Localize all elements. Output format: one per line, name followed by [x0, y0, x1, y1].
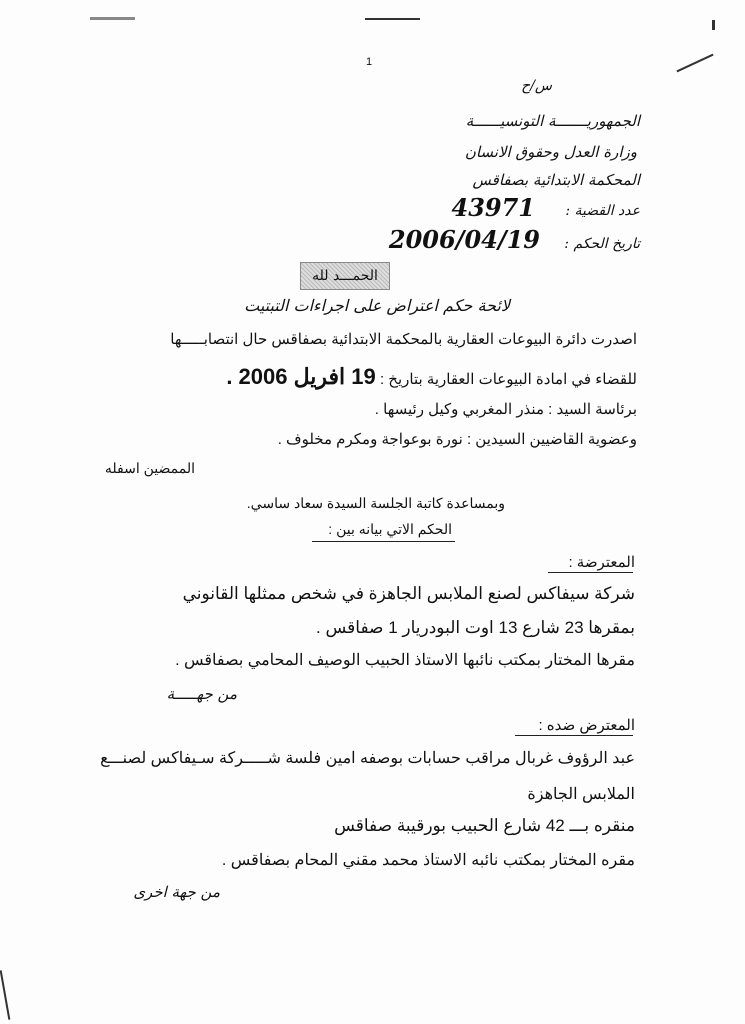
respondent-line-2: الملابس الجاهزة — [527, 786, 635, 803]
objector-label: المعترضة : — [568, 554, 635, 571]
intro-line-2 — [226, 364, 637, 390]
verdict-line: الحكم الاتي بيانه بين : — [328, 521, 452, 537]
signed-below: الممضين اسفله — [104, 460, 195, 476]
respondent-line-4: مقره المختار بمكتب نائبه الاستاذ محمد مقني المحام بصفاقس . — [221, 852, 635, 869]
scan-mark-corner — [712, 20, 715, 30]
clerk-line: وبمساعدة كاتبة الجلسة السيدة سعاد ساسي. — [246, 495, 505, 511]
respondent-label: المعترض ضده : — [538, 717, 635, 734]
republic-name: الجمهوريـــــــة التونسيــــــة — [465, 112, 640, 130]
reference-code: س/ح — [521, 78, 552, 94]
scan-mark-bottom-left — [0, 970, 10, 1020]
scan-mark-top — [365, 18, 420, 20]
intro-line-1: اصدرت دائرة البيوعات العقارية بالمحكمة الابتدائية بصفاقس حال انتصابـــــها — [170, 331, 637, 348]
case-number-label: عدد القضية : — [565, 203, 640, 219]
objector-line-3: مقرها المختار بمكتب نائبها الاستاذ الحبيب الوصيف المحامي بصفاقس . — [175, 652, 635, 669]
judgment-date-label: تاريخ الحكم : — [564, 236, 640, 252]
objector-line-2: بمقرها 23 شارع 13 اوت البودريار 1 صفاقس . — [316, 618, 635, 637]
objector-side: من جهـــــة — [166, 685, 237, 703]
case-number-value: 43971 — [451, 193, 535, 222]
scan-mark-right — [676, 54, 713, 73]
basmala-stamp: الحمـــد لله — [300, 262, 390, 290]
president-line: برئاسة السيد : منذر المغربي وكيل رئيسها . — [374, 401, 637, 418]
respondent-line-3: منقره بـــ 42 شارع الحبيب بورقيبة صفاقس — [334, 816, 635, 835]
respondent-side: من جهة اخرى — [133, 883, 220, 901]
intro-line-2-prefix: للقضاء في امادة البيوعات العقارية بتاريخ : — [379, 371, 637, 388]
judgment-date-value: 2006/04/19 — [388, 225, 540, 254]
ministry-name: وزارة العدل وحقوق الانسان — [464, 143, 637, 161]
document-title: لائحة حكم اعتراض على اجراءات التبتيت — [244, 296, 510, 315]
page-number: 1 — [366, 56, 373, 68]
session-date: 19 افريل 2006 . — [226, 364, 376, 389]
verdict-underline — [312, 541, 455, 542]
members-line: وعضوية القاضيين السيدين : نورة بوعواجة ومكرم مخلوف . — [277, 431, 637, 448]
court-name: المحكمة الابتدائية بصفاقس — [472, 171, 640, 189]
objector-label-underline — [548, 572, 633, 573]
respondent-label-underline — [515, 735, 633, 736]
respondent-line-1: عبد الرؤوف غربال مراقب حسابات بوصفه امين فلسة شـــــركة سـيفاكس لصنـــع — [100, 750, 635, 767]
objector-line-1: شركة سيفاكس لصنع الملابس الجاهزة في شخص ممثلها القانوني — [182, 584, 635, 603]
scan-mark-top-left — [90, 17, 135, 20]
